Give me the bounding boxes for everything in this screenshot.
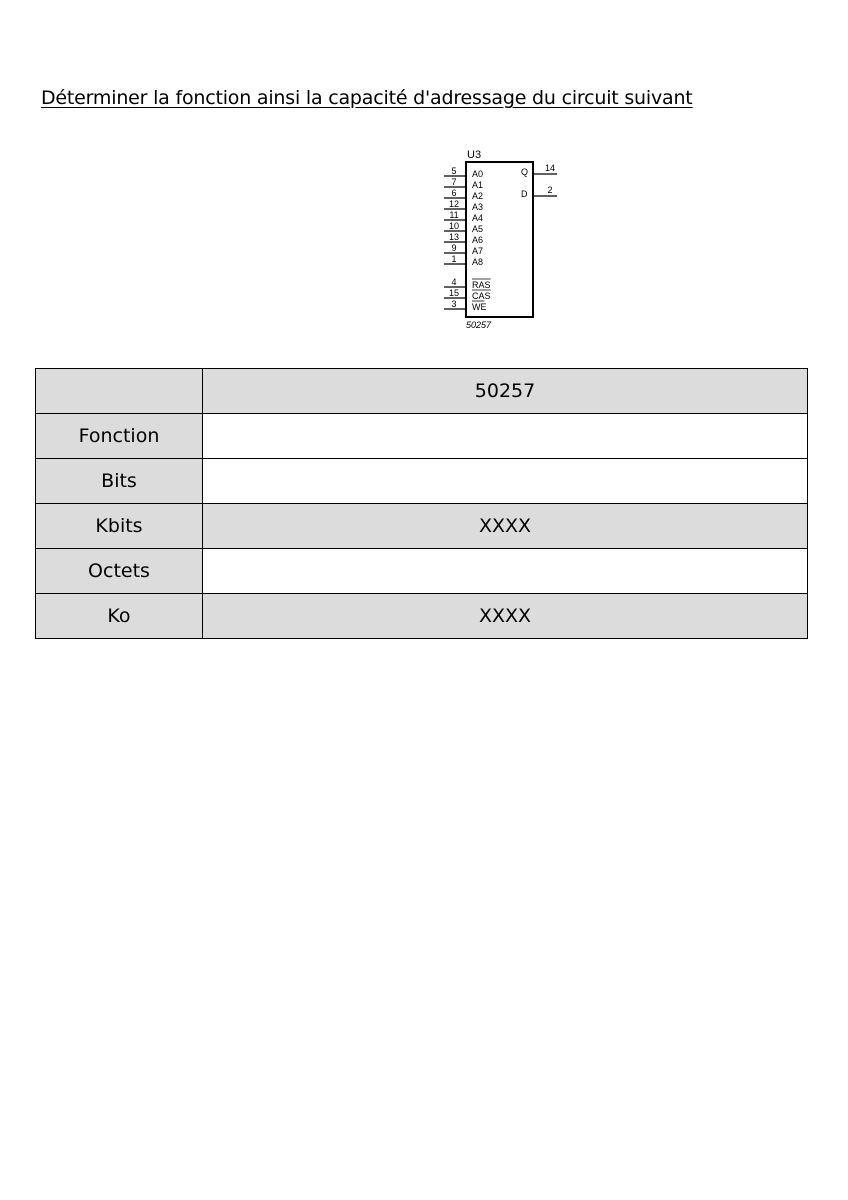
chip-part: 50257 — [466, 320, 492, 330]
pin-label-a4: A4 — [472, 213, 484, 223]
pin-number-a7: 9 — [451, 243, 457, 253]
pin-number-a8: 1 — [451, 254, 457, 264]
pin-number-a1: 7 — [451, 177, 457, 187]
table-row — [36, 594, 808, 639]
table-row — [36, 414, 808, 459]
pin-label-a0: A0 — [472, 169, 484, 179]
pin-label-q: Q — [521, 167, 529, 177]
pin-number-a2: 6 — [451, 188, 457, 198]
row-label-fonction: Fonction — [36, 414, 203, 459]
row-label-ko: Ko — [36, 594, 203, 639]
page-title: Déterminer la fonction ainsi la capacité d'adressage du circuit suivant — [41, 87, 693, 109]
row-label-octets: Octets — [36, 549, 203, 594]
table-row — [36, 459, 808, 504]
header-cell-part: 50257 — [203, 369, 808, 414]
pin-label-a3: A3 — [472, 202, 484, 212]
pin-label-a8: A8 — [472, 257, 484, 267]
row-label-bits: Bits — [36, 459, 203, 504]
pin-label-a7: A7 — [472, 246, 484, 256]
chip-schematic — [0, 0, 848, 340]
pin-label-a6: A6 — [472, 235, 484, 245]
table-row — [36, 504, 808, 549]
table-row — [36, 549, 808, 594]
pin-number-q: 14 — [544, 163, 556, 173]
pin-label-cas: CAS — [472, 291, 491, 301]
pin-number-a5: 10 — [448, 221, 460, 231]
answer-cell-kbits: XXXX — [203, 504, 808, 549]
answer-cell-bits[interactable] — [203, 459, 808, 504]
table-header-row — [36, 369, 808, 414]
capacity-table — [35, 368, 808, 639]
header-cell-empty — [36, 369, 203, 414]
pin-label-ras: RAS — [472, 280, 491, 290]
pin-number-we: 3 — [451, 299, 457, 309]
pin-number-cas: 15 — [448, 288, 460, 298]
pin-label-d: D — [521, 189, 528, 199]
pin-label-a2: A2 — [472, 191, 484, 201]
pin-number-d: 2 — [547, 185, 553, 195]
chip-ref: U3 — [467, 149, 482, 161]
pin-label-we: WE — [472, 302, 487, 312]
pin-number-a6: 13 — [448, 232, 460, 242]
pin-number-a4: 11 — [449, 210, 459, 220]
pin-label-a5: A5 — [472, 224, 484, 234]
pin-number-a0: 5 — [451, 166, 457, 176]
answer-cell-ko: XXXX — [203, 594, 808, 639]
right-pins — [521, 163, 557, 199]
row-label-kbits: Kbits — [36, 504, 203, 549]
answer-cell-octets[interactable] — [203, 549, 808, 594]
pin-number-ras: 4 — [451, 277, 457, 287]
pin-number-a3: 12 — [448, 199, 460, 209]
left-pins — [444, 166, 491, 312]
answer-cell-fonction[interactable] — [203, 414, 808, 459]
pin-label-a1: A1 — [472, 180, 484, 190]
